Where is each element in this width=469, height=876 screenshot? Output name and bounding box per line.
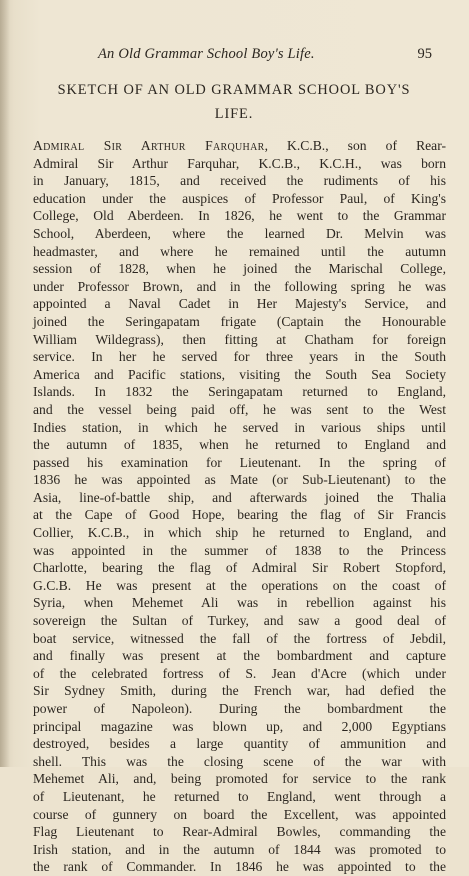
body-line-1-rest: , K.C.B., son of Rear- — [264, 138, 446, 153]
body-line: under Professor Brown, and in the following spring he was — [33, 278, 446, 294]
body-line: shell. This was the closing scene of the war with — [33, 753, 446, 769]
body-line: course of gunnery on board the Excellent, was appointed — [33, 806, 446, 822]
body-line: destroyed, besides a large quantity of ammunition and — [33, 736, 446, 752]
body-line: the rank of Commander. In 1846 he was appointed to the — [33, 859, 446, 875]
binding-gutter-shadow — [0, 0, 10, 767]
body-line: the autumn of 1835, when he returned to England and — [33, 437, 446, 453]
body-line: of the celebrated fortress of S. Jean d'Acre (which under — [33, 665, 446, 681]
body-line: Irish station, and in the autumn of 1844 was promoted to — [33, 841, 446, 857]
running-head-title: An Old Grammar School Boy's Life. — [98, 46, 315, 62]
body-line: and finally was present at the bombardment and capture — [33, 648, 446, 664]
body-line: and the vessel being paid off, he was sent to the West — [33, 401, 446, 417]
body-line: appointed a Naval Cadet in Her Majesty's Service, and — [33, 296, 446, 312]
body-line: Admiral Sir Arthur Farquhar, K.C.B., K.C.H., was born — [33, 155, 446, 171]
body-line-first — [33, 137, 446, 155]
body-line: principal magazine was blown up, and 2,000 Egyptians — [33, 718, 446, 734]
body-line: America and Pacific stations, visiting the South Sea Society — [33, 366, 446, 382]
body-line: passed his examination for Lieutenant. In the spring of — [33, 454, 446, 470]
body-line: College, Old Aberdeen. In 1826, he went to the Grammar — [33, 208, 446, 224]
body-line: Collier, K.C.B., in which ship he returned to England, and — [33, 525, 446, 541]
body-line: at the Cape of Good Hope, bearing the flag of Sir Francis — [33, 507, 446, 523]
running-head — [30, 46, 440, 64]
body-line: School, Aberdeen, where the learned Dr. Melvin was — [33, 225, 446, 241]
opening-small-caps: Admiral Sir Arthur Farquhar — [33, 138, 265, 153]
body-line: sovereign the Sultan of Turkey, and saw a good deal of — [33, 613, 446, 629]
body-line: session of 1828, when he joined the Marischal College, — [33, 261, 446, 277]
body-line: Mehemet Ali, and, being promoted for service to the rank — [33, 771, 446, 787]
body-line: service. In her he served for three years in the South — [33, 349, 446, 365]
body-line: Charlotte, bearing the flag of Admiral Sir Robert Stopford, — [33, 560, 446, 576]
body-paragraph — [33, 137, 446, 876]
body-line: joined the Seringapatam frigate (Captain the Honourable — [33, 313, 446, 329]
body-line: William Wildegrass), then fitting at Chatham for foreign — [33, 331, 446, 347]
body-line: 1836 he was appointed as Mate (or Sub-Lieutenant) to the — [33, 472, 446, 488]
body-line: Flag Lieutenant to Rear-Admiral Bowles, commanding the — [33, 824, 446, 840]
body-line: boat service, witnessed the fall of the fortress of Jebdil, — [33, 630, 446, 646]
body-line: Asia, line-of-battle ship, and afterwards joined the Thalia — [33, 489, 446, 505]
body-line: headmaster, and where he remained until the autumn — [33, 243, 446, 259]
body-line: Syria, when Mehemet Ali was in rebellion against his — [33, 595, 446, 611]
body-line: education under the auspices of Professor Paul, of King's — [33, 190, 446, 206]
body-line: Indies station, in which he served in various ships until — [33, 419, 446, 435]
chapter-heading-line-1: SKETCH OF AN OLD GRAMMAR SCHOOL BOY'S — [57, 82, 411, 98]
chapter-heading-line-2: LIFE. — [214, 106, 254, 122]
chapter-heading — [28, 78, 440, 126]
body-line: power of Napoleon). During the bombardment the — [33, 701, 446, 716]
body-line: Sir Sydney Smith, during the French war, had defied the — [33, 683, 446, 699]
body-line: in January, 1815, and received the rudiments of his — [33, 173, 446, 189]
body-line: was appointed in the summer of 1838 to the Princess — [33, 542, 446, 558]
body-line: Islands. In 1832 the Seringapatam returned to England, — [33, 384, 446, 400]
body-line: G.C.B. He was present at the operations on the coast of — [33, 577, 446, 593]
page-number: 95 — [417, 46, 432, 62]
body-line: of Lieutenant, he returned to England, went through a — [33, 788, 446, 804]
